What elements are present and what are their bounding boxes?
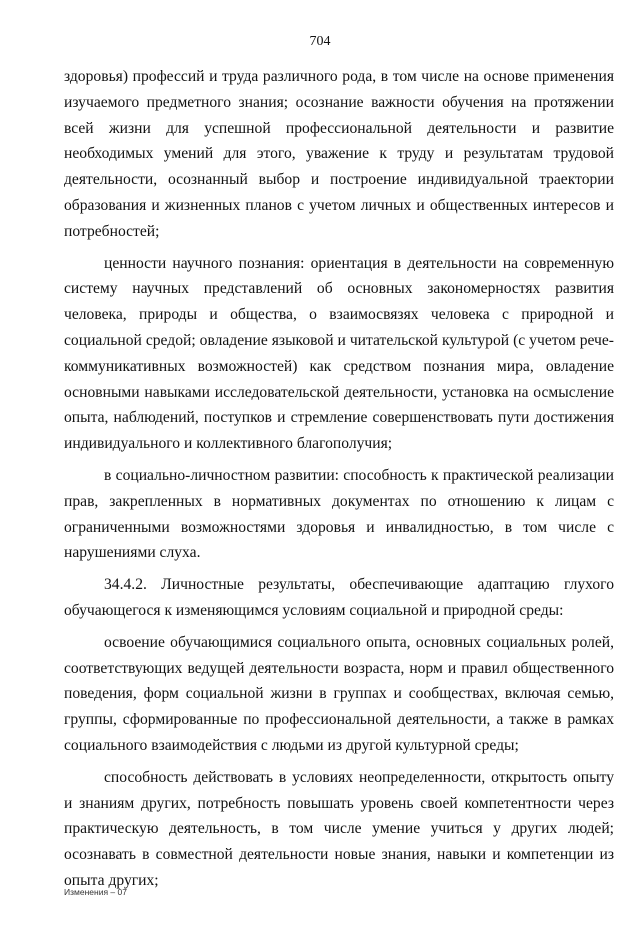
paragraph-continuation: здоровья) профессий и труда различного рода, в том числе на основе применения изучаемого предметного знания; осознание важности обучения на протяжении всей жизни для успешной профессиональной деятельности и развитие необходимых умений для этого, уважение к труду и результатам трудовой деятельности, осознанный выбор и построение индивидуальной траектории образования и жизненных планов с учетом личных и общественных интересов и потребностей; xyxy=(64,68,614,240)
paragraph-section-34-4-2: 34.4.2. Личностные результаты, обеспечивающие адаптацию глухого обучающегося к изменяющимся условиям социальной и природной среды: xyxy=(64,576,614,619)
body-text xyxy=(64,64,614,894)
paragraph-social-personal-development: в социально-личностном развитии: способность к практической реализации прав, закрепленных в нормативных документах по отношению к лицам с ограниченными возможностями здоровья и инвалидностью, в том числе с нарушениями слуха. xyxy=(64,466,614,562)
paragraph-scientific-knowledge: ценности научного познания: ориентация в деятельности на современную систему научных представлений об основных закономерностях развития человека, природы и общества, о взаимосвязях человека с природной и социальной средой; овладение языковой и читательской культурой (с учетом рече-коммуникативных возможностей) как средством познания мира, овладение основными навыками исследовательской деятельности, установка на осмысление опыта, наблюдений, поступков и стремление совершенствовать пути достижения индивидуального и коллективного благополучия; xyxy=(64,254,614,453)
paragraph-social-experience: освоение обучающимися социального опыта, основных социальных ролей, соответствующих ведущей деятельности возраста, норм и правил общественного поведения, форм социальной жизни в группах и сообществах, включая семью, группы, сформированные по профессиональной деятельности, а также в рамках социального взаимодействия с людьми из другой культурной среды; xyxy=(64,633,614,754)
paragraph-uncertainty-ability: способность действовать в условиях неопределенности, открытость опыту и знаниям других, потребность повышать уровень своей компетентности через практическую деятельность, в том числе умение учиться у других людей; осознавать в совместной деятельности новые знания, навыки и компетенции из опыта других; xyxy=(64,768,614,889)
page-footer: Изменения – 07 xyxy=(64,887,127,897)
page-number: 704 xyxy=(309,34,331,49)
